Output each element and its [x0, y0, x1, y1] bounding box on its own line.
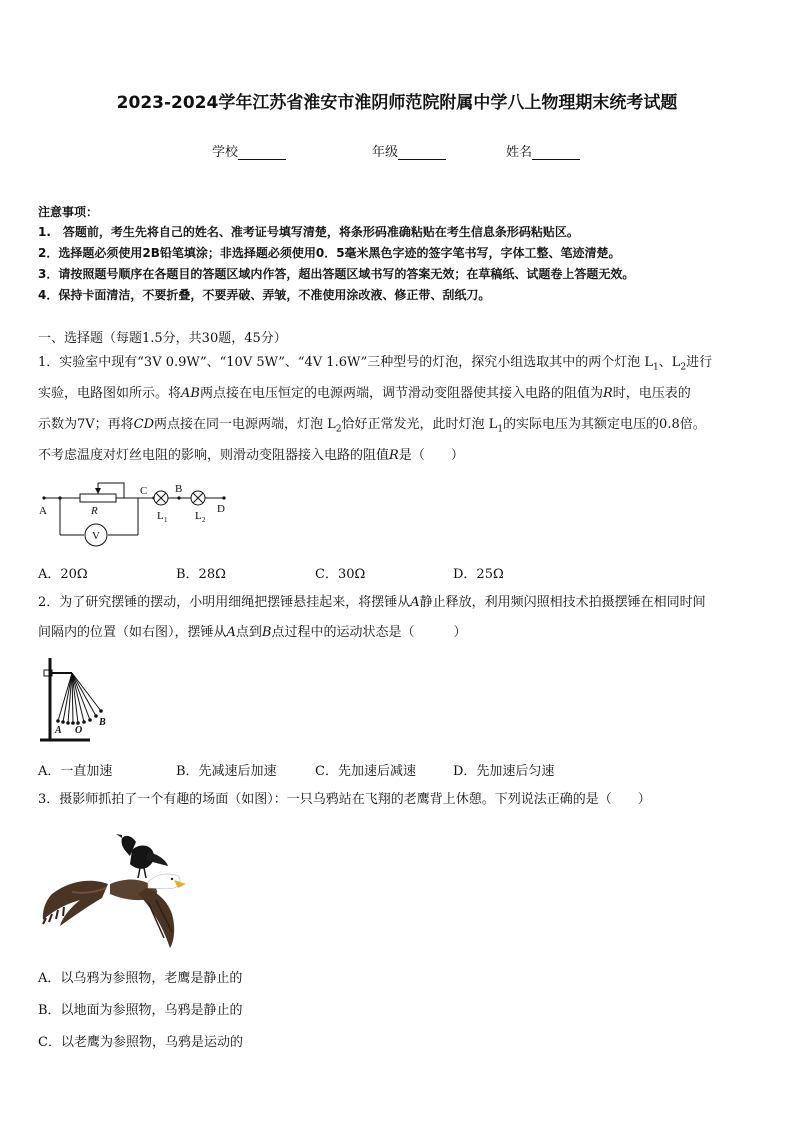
q3-stem: 3．摄影师抓拍了一个有趣的场面（如图）：一只乌鸦站在飞翔的老鹰背上休憩。下列说法正确的是（ ） [38, 792, 651, 807]
q2-var: B [261, 625, 272, 640]
school-blank[interactable] [238, 146, 286, 160]
q1-option-b[interactable]: B．28Ω [176, 567, 226, 582]
q1-text: 不考虑温度对灯丝电阻的影响，则滑动变阻器接入电路的阻值 [38, 448, 390, 463]
q1-option-d[interactable]: D．25Ω [453, 567, 504, 582]
q1-text: 的实际电压为其额定电压的0.8倍。 [503, 417, 706, 432]
q1-text: 示数为7V；再将 [38, 417, 134, 432]
pendulum-b-label: B [99, 717, 106, 728]
q1-text: 时，电压表的 [612, 386, 691, 401]
pendulum-o-label: O [75, 725, 83, 736]
section-heading: 一、选择题（每题1.5分，共30题，45分） [38, 331, 287, 346]
q1-var: CD [133, 417, 155, 432]
q2-line-2 [38, 617, 467, 648]
notice-item-1: 1. 答题前，考生先将自己的姓名、准考证号填写清楚，将条形码准确粘贴在考生信息条形码粘贴区。 [38, 225, 579, 239]
q2-text: 2．为了研究摆锤的摆动，小明用细绳把摆锤悬挂起来，将摆锤从 [38, 595, 411, 610]
q2-var: A [226, 625, 236, 640]
q1-text: 、L [658, 355, 681, 370]
school-label: 学校 [212, 145, 239, 160]
point-d-label: D [217, 503, 225, 515]
subscript: 2 [680, 362, 687, 373]
q1-line-4 [38, 440, 464, 471]
q1-text: 两点接在同一电源两端，灯泡 L [154, 417, 336, 432]
circuit-diagram [36, 478, 236, 550]
q2-option-d[interactable]: D．先加速后匀速 [453, 764, 555, 779]
voltmeter-label: V [92, 530, 100, 542]
q3-option-b[interactable]: B．以地面为参照物，乌鸦是静止的 [38, 1003, 243, 1018]
lamp-icon [191, 491, 205, 505]
lamp-l1-label: L [157, 510, 164, 522]
q2-text: 点过程中的运动状态是（ ） [271, 625, 467, 640]
q1-text: 进行 [686, 355, 713, 370]
subscript: 1 [653, 362, 659, 373]
eagle-crow-photo [40, 828, 190, 953]
q1-option-c[interactable]: C．30Ω [315, 567, 366, 582]
exam-title: 2023-2024学年江苏省淮安市淮阴师范院附属中学八上物理期末统考试题 [116, 93, 678, 113]
notice-item-4: 4．保持卡面清洁，不要折叠，不要弄破、弄皱，不准使用涂改液、修正带、刮纸刀。 [38, 288, 491, 302]
point-c-label: C [140, 485, 148, 497]
notice-heading: 注意事项： [38, 205, 99, 219]
name-label: 姓名 [506, 145, 533, 160]
q2-text: 点到 [235, 625, 262, 640]
q1-text: 恰好正常发光，此时灯泡 L [341, 417, 498, 432]
q2-text: 间隔内的位置（如右图），摆锤从 [38, 625, 227, 640]
pendulum-a-label: A [55, 725, 62, 736]
q2-var: A [410, 595, 420, 610]
point-a-label: A [39, 505, 47, 517]
q2-option-a[interactable]: A．一直加速 [38, 764, 113, 779]
crow-icon [116, 834, 168, 878]
name-blank[interactable] [532, 146, 580, 160]
name-field [506, 141, 580, 160]
q1-var: R [602, 386, 613, 401]
q2-line-1 [38, 587, 706, 618]
school-field [212, 141, 286, 160]
grade-label: 年级 [372, 145, 399, 160]
q2-option-c[interactable]: C．先加速后减速 [315, 764, 416, 779]
lamp-l1-subscript: 1 [164, 516, 168, 524]
q1-text: 是（ ） [398, 448, 464, 463]
q3-option-a[interactable]: A．以乌鸦为参照物，老鹰是静止的 [38, 971, 243, 986]
lamp-l2-subscript: 2 [202, 516, 206, 524]
q1-var: R [389, 448, 399, 463]
resistor-label: R [91, 505, 98, 517]
notice-item-2: 2．选择题必须使用2B铅笔填涂；非选择题必须使用0．5毫米黑色字迹的签字笔书写，字体工整、笔迹清楚。 [38, 246, 621, 260]
q1-line-2 [38, 378, 691, 409]
q2-text: 静止释放，利用频闪照相技术拍摄摆锤在相同时间 [419, 595, 706, 610]
q1-option-a[interactable]: A．20Ω [38, 567, 88, 582]
q3-option-c[interactable]: C．以老鹰为参照物，乌鸦是运动的 [38, 1035, 243, 1050]
subscript: 2 [335, 424, 342, 435]
grade-field [372, 141, 446, 160]
q1-var: AB [181, 386, 200, 401]
q1-text: 实验，电路图如所示。将 [38, 386, 182, 401]
lamp-icon [154, 491, 168, 505]
q1-text: 1．实验室中现有“3V 0.9W”、“10V 5W”、“4V 1.6W”三种型号的灯泡，探究小组选取其中的两个灯泡 L [38, 355, 653, 370]
point-b-label: B [175, 483, 183, 495]
subscript: 1 [497, 424, 504, 435]
notice-item-3: 3．请按照题号顺序在各题目的答题区域内作答，超出答题区域书写的答案无效；在草稿纸、试题卷上答题无效。 [38, 267, 635, 281]
q1-text: 两点接在电压恒定的电源两端，调节滑动变阻器使其接入电路的阻值为 [199, 386, 603, 401]
eagle-icon [43, 874, 186, 948]
lamp-l2-label: L [195, 510, 202, 522]
grade-blank[interactable] [398, 146, 446, 160]
q2-option-b[interactable]: B．先减速后加速 [176, 764, 277, 779]
pendulum-diagram [38, 655, 110, 747]
